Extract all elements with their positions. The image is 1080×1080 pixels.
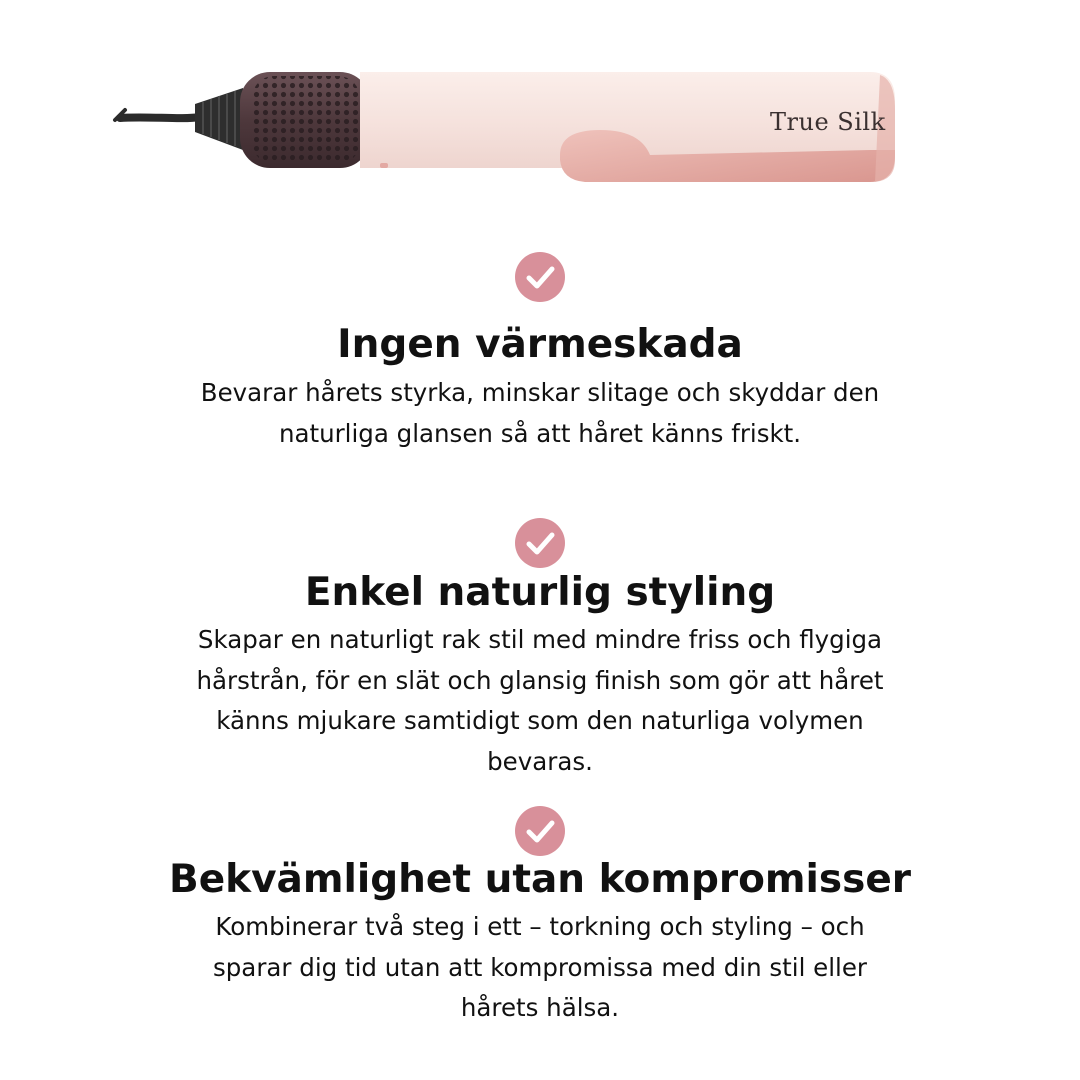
feature-title: Bekvämlighet utan kompromisser <box>168 857 912 902</box>
check-circle-icon <box>515 518 565 568</box>
hair-dryer-brush-icon <box>0 0 1080 230</box>
feature-description-line: känns mjukare samtidigt som den naturliga volymen <box>216 706 864 735</box>
feature-title: Enkel naturlig styling <box>304 570 776 615</box>
feature-description-line: hårstrån, för en slät och glansig finish som gör att håret <box>196 665 884 695</box>
feature-description <box>140 907 940 1029</box>
feature-description-line: bevaras. <box>487 746 593 776</box>
feature-description-line: sparar dig tid utan att kompromissa med din stil eller <box>212 952 867 982</box>
feature-description-line: hårets hälsa. <box>460 993 620 1022</box>
brand-logo-text: True Silk <box>770 108 886 136</box>
feature-description-line: Kombinerar två steg i ett – torkning och styling – och <box>215 912 865 941</box>
feature-title: Ingen värmeskada <box>337 322 743 367</box>
feature-description-line: Bevarar hårets styrka, minskar slitage och skyddar den <box>200 378 880 407</box>
feature-description <box>140 373 940 454</box>
check-circle-icon <box>515 252 565 302</box>
feature-description <box>140 620 940 782</box>
feature-description-line: naturliga glansen så att håret känns friskt. <box>278 418 802 448</box>
feature-description-line: Skapar en naturligt rak stil med mindre friss och flygiga <box>197 625 883 654</box>
check-circle-icon <box>515 806 565 856</box>
product-image <box>0 0 1080 230</box>
